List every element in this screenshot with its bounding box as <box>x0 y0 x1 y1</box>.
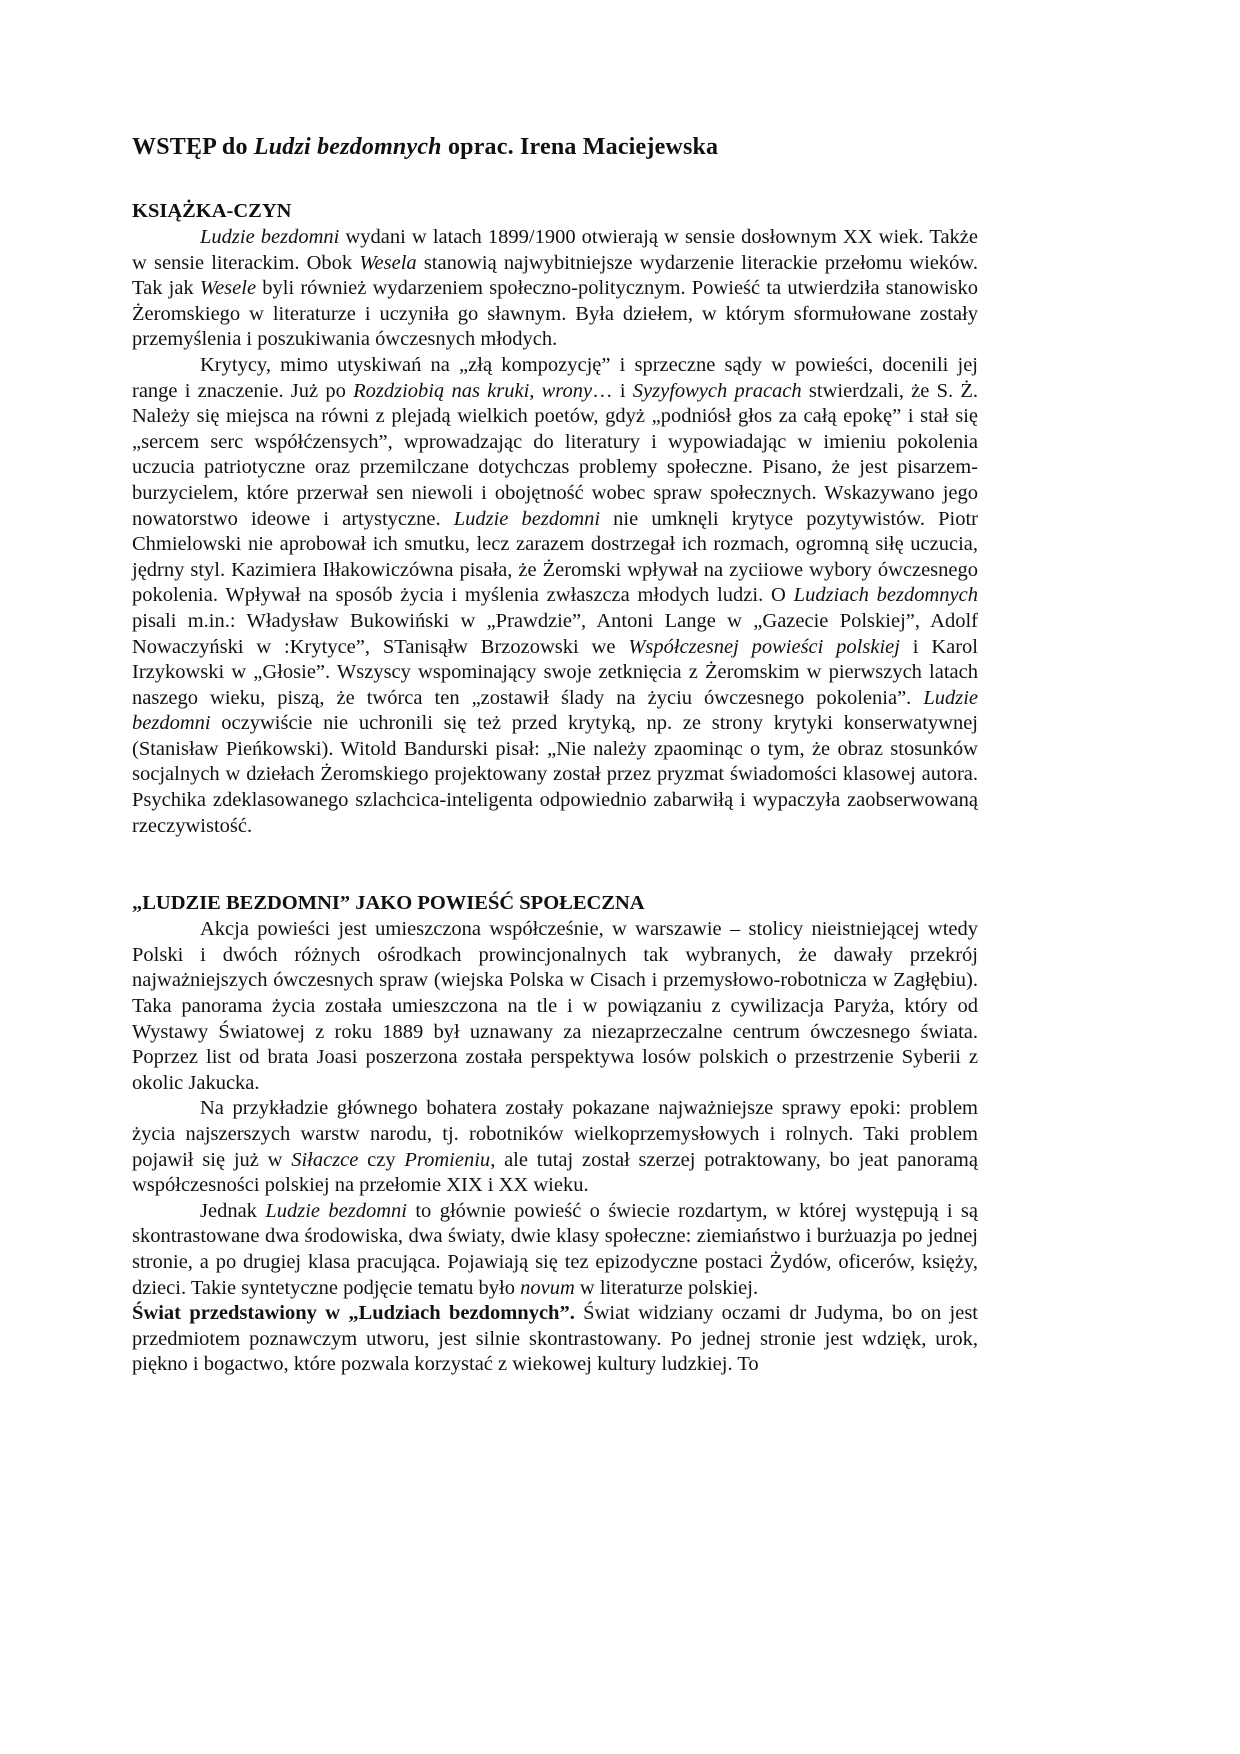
paragraph-2 <box>132 353 978 839</box>
text: Krytycy, mimo utyskiwań na „złą kompozycję” i sprzeczne sądy w powieści, docenili jej range i znaczenie. Już po <box>132 353 978 402</box>
text: Świat widziany oczami dr Judyma, bo on jest przedmiotem poznawczym utworu, jest silnie skontrastowany. Po jednej stronie jest wdzięk, urok, piękno i bogactwo, które pozwala korzystać z wiekowej kultury ludzkiej. To <box>132 1302 979 1376</box>
page-title <box>132 132 978 162</box>
paragraph-1 <box>132 225 978 353</box>
text: czy <box>358 1148 405 1171</box>
text: Jednak <box>200 1199 266 1222</box>
italic-text: Promieniu <box>404 1148 491 1171</box>
title-italic: Ludzi bezdomnych <box>253 134 442 160</box>
italic-text: Siłaczce <box>291 1148 359 1171</box>
text: byli również wydarzeniem społeczno-politycznym. Powieść ta utwierdziła stanowisko Żeromskiego w literaturze i uczyniła go sławnym. Była dziełem, w którym sformułowane zostały przemyślenia i poszukiwania ówczesnych młodych. <box>132 277 978 351</box>
text: nie umknęli krytyce pozytywistów. Piotr Chmielowski nie aprobował ich smutku, lecz zarazem dostrzegał ich rozmach, ogromną siłę uczucia, jędrny styl. Kazimiera Iłłakowiczówna pisała, że Żeromski wpływał na zyciiowe wybory ówczesnego pokolenia. Wpływał na sposób życia i myślenia zwłaszcza młodych ludzi. O <box>132 507 978 607</box>
italic-text: Wesela <box>359 251 417 274</box>
bold-lead: Świat przedstawiony w „Ludziach bezdomnych”. <box>132 1302 575 1325</box>
paragraph-4 <box>132 1096 978 1198</box>
italic-text: Ludzie bezdomni <box>132 686 978 735</box>
paragraph-6 <box>132 1301 978 1378</box>
paragraph-5 <box>132 1199 978 1301</box>
text: pisali m.in.: Władysław Bukowiński w „Prawdzie”, Antoni Lange w „Gazecie Polskiej”, Adolf Nowaczyński w :Krytyce”, STanisąłw Brzozowski we <box>132 609 978 658</box>
text: w literaturze polskiej. <box>574 1276 759 1299</box>
document-page <box>132 132 978 1378</box>
title-text: WSTĘP do <box>132 134 254 160</box>
text: Na przykładzie głównego bohatera zostały pokazane najważniejsze sprawy epoki: problem życia najszerszych warstw narodu, tj. robotników wielkoprzemysłowych i rolnych. Taki problem pojawił się już w <box>132 1097 978 1171</box>
spacer <box>132 839 978 890</box>
text: stwierdzali, że S. Ż. Należy się miejsca na równi z plejadą wielkich poetów, gdyż „podniósł głos za całą epokę” i stał się „sercem serc współćzensych”, wprowadzając do literatury i wypowiadając w imieniu pokolenia uczucia patriotyczne oraz przemilczane dotychczas problemy społeczne. Pisano, że jest pisarzem-burzycielem, które przerwał sen niewoli i obojętność wobec spraw społecznych. Wskazywano jego nowatorstwo ideowe i artystyczne. <box>132 379 979 530</box>
text: oczywiście nie uchronili się też przed krytyką, np. ze strony krytyki konserwatywnej (Stanisław Pieńkowski). Witold Bandurski pisał: „Nie należy zpaominąc o tym, że obraz stosunków socjalnych w dziełach Żeromskiego projektowany został przez pryzmat świadomości klasowej autora. Psychika zdeklasowanego szlachcica-inteligenta odpowiednio zabarwiłą i wypaczyła zaobserwowaną rzeczywistość. <box>132 712 978 837</box>
italic-text: Współczesnej powieści polskiej <box>628 635 900 658</box>
italic-text: novum <box>520 1276 575 1299</box>
italic-text: Wesele <box>199 277 257 300</box>
italic-text: Rozdziobią nas kruki, wrony <box>353 379 593 402</box>
italic-text: Ludzie bezdomni <box>200 226 340 248</box>
italic-text: Ludzie bezdomni <box>265 1199 407 1222</box>
text: , ale tutaj został szerzej potraktowany, bo jeat panoramą współczesności polskiej na przełomie XIX i XX wieku. <box>132 1148 978 1197</box>
section-heading-ksiazka-czyn: KSIĄŻKA-CZYN <box>132 200 292 222</box>
paragraph-3: Akcja powieści jest umieszczona współcześnie, w warszawie – stolicy nieistniejącej wtedy Polski i dwóch różnych ośrodkach prowincjonalnych tak wybranych, że dawały przekrój najważniejszych ówczesnych spraw (wiejska Polska w Cisach i przemysłowo-robotnicza w Zagłębiu). Taka panorama życia została umieszczona na tle i w powiązaniu z cywilizacja Paryża, który od Wystawy Światowej z roku 1889 był uznawany za niezaprzeczalne centrum ówczesnego świata. Poprzez list od brata Joasi poszerzona została perspektywa losów polskich o przestrzenie Syberii z okolic Jakucka. <box>132 918 978 1094</box>
section-heading-powiesc-spoleczna: „LUDZIE BEZDOMNI” JAKO POWIEŚĆ SPOŁECZNA <box>132 892 645 915</box>
italic-text: Ludziach bezdomnych <box>793 584 978 607</box>
text: wydani w latach 1899/1900 otwierają w sensie dosłownym XX wiek. Także w sensie literackim. Obok <box>132 226 978 274</box>
italic-text: Ludzie bezdomni <box>453 507 601 530</box>
italic-text: Syzyfowych pracach <box>632 379 802 402</box>
text: to głównie powieść o świecie rozdartym, w której występują i są skontrastowane dwa środowiska, dwa światy, dwie klasy społeczne: ziemiaństwo i burżuazja po jednej stronie, a po drugiej klasa pracująca. Pojawiają się tez epizodyczne postaci Żydów, oficerów, księży, dzieci. Takie syntetyczne podjęcie tematu było <box>132 1199 978 1299</box>
title-text-2: oprac. Irena Maciejewska <box>441 134 719 160</box>
text: stanowią najwybitniejsze wydarzenie literackie przełomu wieków. Tak jak <box>132 251 978 300</box>
text: i Karol Irzykowski w „Głosie”. Wszyscy wspominający swoje zetknięcia z Żeromskim w pierwszych latach naszego wieku, piszą, że twórca ten „zostawił ślady na życiu ówczesnego pokolenia”. <box>132 635 979 709</box>
text: … i <box>592 379 633 402</box>
